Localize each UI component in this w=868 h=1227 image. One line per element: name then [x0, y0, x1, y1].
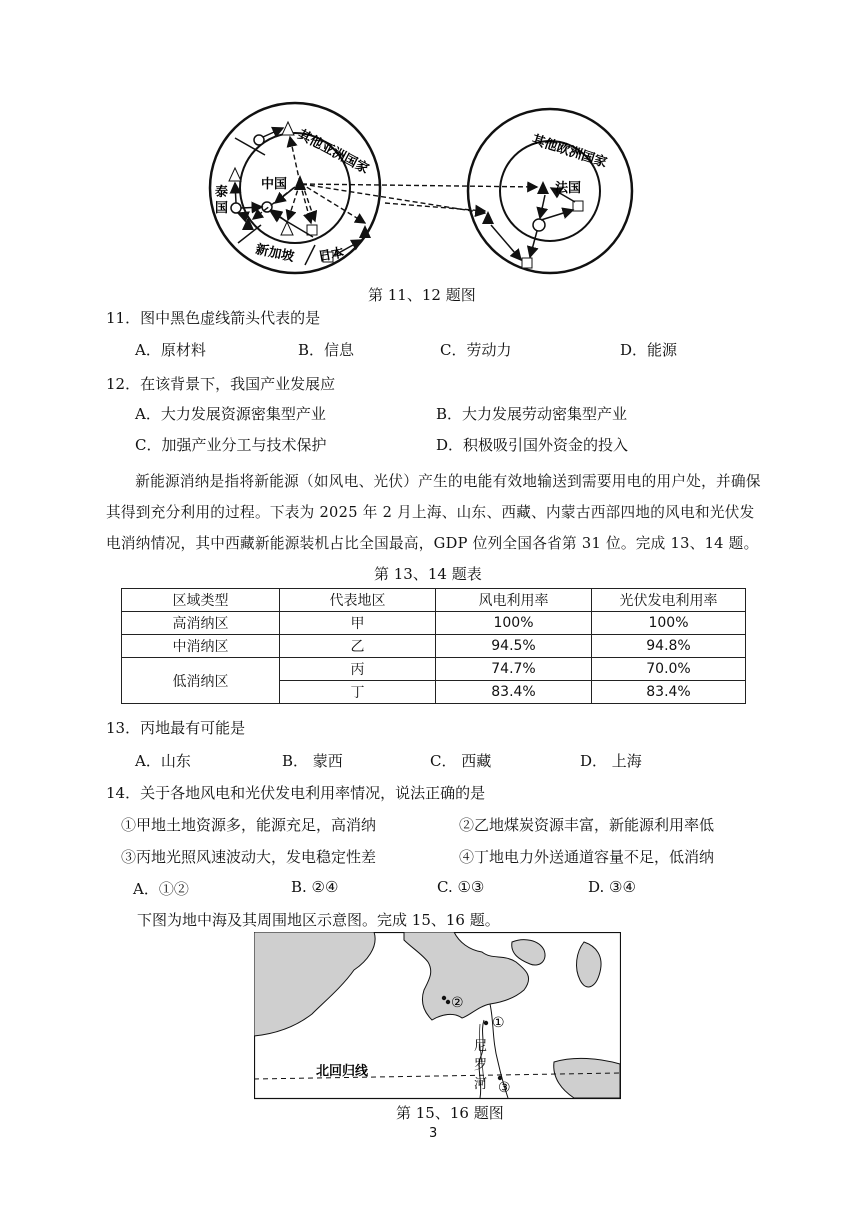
table-header: 光伏发电利用率	[592, 589, 746, 612]
table-cell: 乙	[280, 635, 436, 658]
label-other-europe: 其他欧洲国家	[529, 132, 609, 171]
q13-option-d[interactable]: D． 上海	[580, 752, 642, 770]
table-cell: 94.5%	[436, 635, 592, 658]
q13-stem: 13．丙地最有可能是	[106, 719, 246, 737]
q13-option-b[interactable]: B． 蒙西	[282, 752, 343, 770]
label-nile-2: 罗	[474, 1058, 488, 1073]
figure2-caption: 第 15、16 题图	[396, 1104, 504, 1122]
figure1-caption: 第 11、12 题图	[368, 286, 476, 304]
table-header-row	[122, 589, 746, 612]
table-cell: 74.7%	[436, 658, 592, 681]
q13-option-c[interactable]: C． 西藏	[430, 752, 492, 770]
consumption-table	[121, 588, 746, 704]
q12-option-b[interactable]: B．大力发展劳动密集型产业	[436, 405, 628, 423]
label-tropic: 北回归线	[316, 1064, 369, 1079]
marker-1: ①	[492, 1015, 505, 1031]
label-thailand-1: 泰	[215, 185, 229, 200]
table-caption: 第 13、14 题表	[374, 565, 482, 583]
table-cell: 100%	[436, 612, 592, 635]
marker-3: ③	[498, 1080, 511, 1096]
q11-option-a[interactable]: A．原材料	[135, 341, 206, 359]
mediterranean-map	[254, 932, 621, 1100]
label-thailand-2: 国	[215, 201, 229, 216]
table-cell: 甲	[280, 612, 436, 635]
marker-2: ②	[451, 995, 464, 1011]
q12-stem: 12．在该背景下，我国产业发展应	[106, 375, 336, 393]
q12-option-a[interactable]: A．大力发展资源密集型产业	[135, 405, 326, 423]
table-cell: 83.4%	[436, 681, 592, 704]
label-singapore: 新加坡	[254, 242, 296, 266]
q11-option-b[interactable]: B．信息	[298, 341, 355, 359]
q14-option-d[interactable]: D. ③④	[588, 878, 636, 896]
q14-option-c[interactable]: C. ①③	[437, 878, 485, 896]
table-header: 区域类型	[122, 589, 280, 612]
q11-option-d[interactable]: D．能源	[620, 341, 678, 359]
table-cell: 高消纳区	[122, 612, 280, 635]
table-cell: 94.8%	[592, 635, 746, 658]
q14-item-4: ④丁地电力外送通道容量不足，低消纳	[459, 848, 715, 866]
table-header: 代表地区	[280, 589, 436, 612]
table-cell: 中消纳区	[122, 635, 280, 658]
table-cell: 丁	[280, 681, 436, 704]
label-france: 法国	[555, 181, 582, 196]
q12-option-d[interactable]: D．积极吸引国外资金的投入	[436, 436, 629, 454]
table-row	[122, 658, 746, 681]
label-nile-1: 尼	[474, 1039, 488, 1054]
label-japan: 日本	[317, 245, 346, 265]
table-row	[122, 612, 746, 635]
q14-item-3: ③丙地光照风速波动大，发电稳定性差	[121, 848, 377, 866]
q14-option-a[interactable]: A．①②	[133, 880, 189, 898]
label-china: 中国	[261, 177, 288, 192]
trade-flow-diagram	[205, 95, 660, 285]
table-cell: 100%	[592, 612, 746, 635]
q13-option-a[interactable]: A．山东	[135, 752, 191, 770]
table-cell: 低消纳区	[122, 658, 280, 704]
passage-mediterranean: 下图为地中海及其周围地区示意图。完成 15、16 题。	[137, 911, 500, 929]
label-nile-3: 河	[474, 1077, 488, 1092]
label-other-asia: 其他亚洲国家	[295, 127, 372, 178]
passage-energy: 新能源消纳是指将新能源（如风电、光伏）产生的电能有效地输送到需要用电的用户处，并确保其得到充分利用的过程。下表为 2025 年 2 月上海、山东、西藏、内蒙古西部四地的风电和光伏发电消纳情况，其中西藏新能源装机占比全国最高，GDP 位列全国各省第 31 位。完成 13、14 题。	[106, 473, 761, 552]
table-cell: 83.4%	[592, 681, 746, 704]
q11-option-c[interactable]: C．劳动力	[440, 341, 512, 359]
table-header: 风电利用率	[436, 589, 592, 612]
q14-stem: 14．关于各地风电和光伏发电利用率情况，说法正确的是	[106, 784, 486, 802]
table-cell: 丙	[280, 658, 436, 681]
q11-stem: 11．图中黑色虚线箭头代表的是	[106, 309, 321, 327]
q12-option-c[interactable]: C．加强产业分工与技术保护	[135, 436, 327, 454]
table-cell: 70.0%	[592, 658, 746, 681]
q14-option-b[interactable]: B. ②④	[291, 878, 339, 896]
table-row	[122, 635, 746, 658]
q14-item-2: ②乙地煤炭资源丰富，新能源利用率低	[459, 816, 715, 834]
q14-item-1: ①甲地土地资源多，能源充足，高消纳	[121, 816, 377, 834]
page-number: 3	[429, 1126, 438, 1141]
